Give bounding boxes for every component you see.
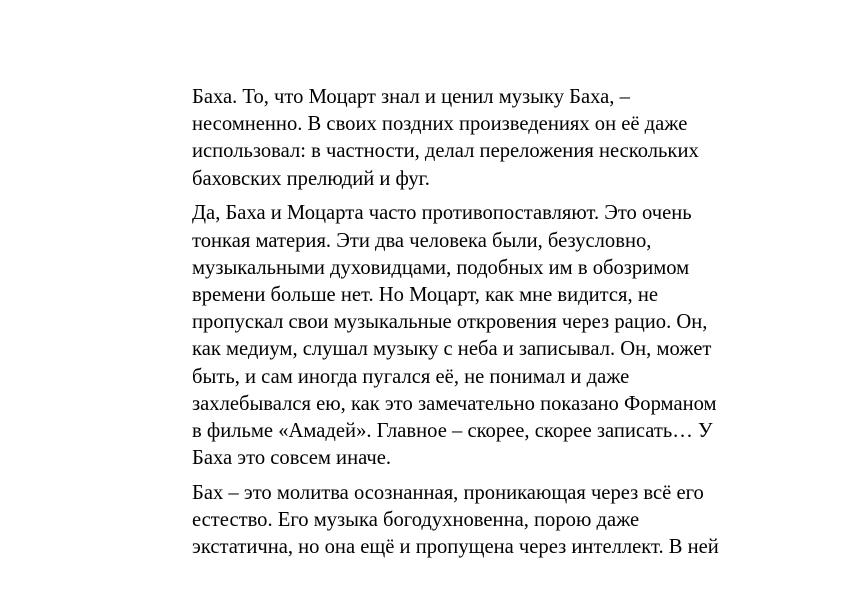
text-line: Бах – это молитва осознанная, проникающая через всё его xyxy=(192,481,704,504)
text-line: тонкая материя. Эти два человека были, безусловно, xyxy=(192,229,652,252)
text-line: Да, Баха и Моцарта часто противопоставляют. Это очень xyxy=(192,202,692,225)
paragraph-1 xyxy=(192,84,772,193)
text-line: Баха это совсем иначе. xyxy=(192,447,392,470)
text-line: пропускал свои музыкальные откровения через рацио. Он, xyxy=(192,311,708,334)
text-line: быть, и сам иногда пугался её, не понимал и даже xyxy=(192,365,630,388)
text-line: естество. Его музыка богодухновенна, порою даже xyxy=(192,509,640,532)
text-line: музыкальными духовидцами, подобных им в обозримом xyxy=(192,256,690,279)
body-text xyxy=(192,84,772,569)
text-line: как медиум, слушал музыку с неба и записывал. Он, может xyxy=(192,338,712,361)
text-line: Баха. То, что Моцарт знал и ценил музыку Баха, – xyxy=(192,86,630,108)
text-line: захлебывался ею, как это замечательно показано Форманом xyxy=(192,392,717,415)
text-line: в фильме «Амадей». Главное – скорее, скорее записать… У xyxy=(192,419,713,442)
text-line: использовал: в частности, делал переложения нескольких xyxy=(192,140,699,163)
text-line: несомненно. В своих поздних произведениях он её даже xyxy=(192,113,688,136)
text-line: экстатична, но она ещё и пропущена через интеллект. В ней xyxy=(192,536,719,559)
text-line: баховских прелюдий и фуг. xyxy=(192,167,430,190)
text-line: времени больше нет. Но Моцарт, как мне видится, не xyxy=(192,283,658,306)
paragraph-2 xyxy=(192,200,772,472)
paragraph-3 xyxy=(192,480,772,562)
